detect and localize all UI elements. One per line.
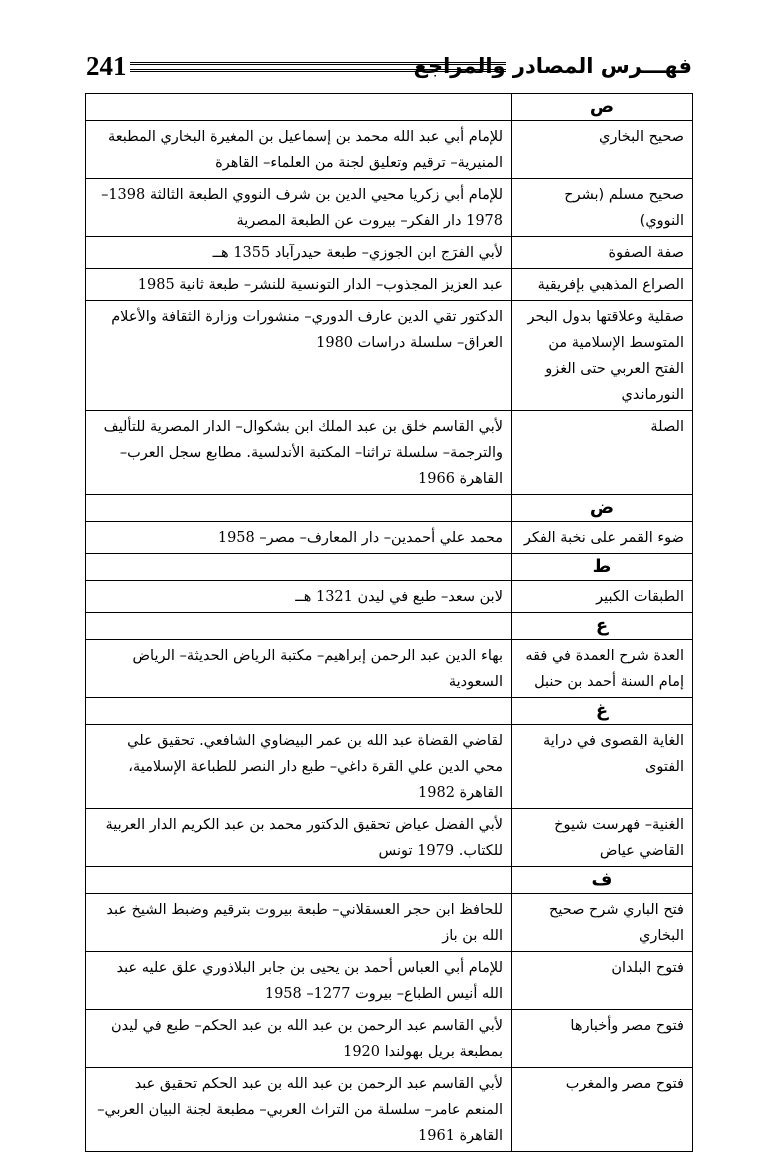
source-title: فتوح مصر والمغرب (512, 1068, 693, 1152)
table-row (86, 640, 693, 698)
source-description: محمد علي أحمدين– دار المعارف– مصر– 1958 (86, 522, 512, 554)
source-description: لأبي القاسم عبد الرحمن بن عبد الله بن عبد الحكم تحقيق عبد المنعم عامر– سلسلة من التراث العربي– مطبعة لجنة البيان العربي– القاهرة 1961 (86, 1068, 512, 1152)
section-letter: ض (512, 495, 693, 522)
table-row (86, 952, 693, 1010)
letter-section-row (86, 94, 693, 121)
letter-section-row (86, 698, 693, 725)
source-title: صقلية وعلاقتها بدول البحر المتوسط الإسلامية من الفتح العربي حتى الغزو النورماندي (512, 301, 693, 411)
letter-section-row (86, 867, 693, 894)
letter-section-row (86, 613, 693, 640)
letter-section-row (86, 495, 693, 522)
source-description: للحافظ ابن حجر العسقلاني– طبعة بيروت بترقيم وضبط الشيخ عبد الله بن باز (86, 894, 512, 952)
table-row (86, 411, 693, 495)
table-row (86, 121, 693, 179)
source-description: لأبي الفضل عياض تحقيق الدكتور محمد بن عبد الكريم الدار العربية للكتاب. 1979 تونس (86, 809, 512, 867)
section-letter: ط (512, 554, 693, 581)
source-description: لأبي الفرَج ابن الجوزي– طبعة حيدرآباد 1355 هــ (86, 237, 512, 269)
section-letter: ص (512, 94, 693, 121)
table-row (86, 725, 693, 809)
source-title: ضوء القمر على نخبة الفكر (512, 522, 693, 554)
table-row (86, 894, 693, 952)
section-empty-cell (86, 554, 512, 581)
table-row (86, 269, 693, 301)
source-description: للإمام أبي عبد الله محمد بن إسماعيل بن المغيرة البخاري المطبعة المنيرية– ترقيم وتعليق لجنة من العلماء– القاهرة (86, 121, 512, 179)
source-description: للإمام أبي زكريا محيي الدين بن شرف النووي الطبعة الثالثة 1398– 1978 دار الفكر– بيروت عن الطبعة المصرية (86, 179, 512, 237)
section-empty-cell (86, 613, 512, 640)
source-title: الصراع المذهبي بإفريقية (512, 269, 693, 301)
table-row (86, 1010, 693, 1068)
source-description: عبد العزيز المجذوب– الدار التونسية للنشر– طبعة ثانية 1985 (86, 269, 512, 301)
table-row (86, 1068, 693, 1152)
section-letter: ع (512, 613, 693, 640)
table-row (86, 581, 693, 613)
page-title: فهـــرس المصادر والمراجع (413, 54, 692, 78)
source-title: الصلة (512, 411, 693, 495)
source-description: بهاء الدين عبد الرحمن إبراهيم– مكتبة الرياض الحديثة– الرياض السعودية (86, 640, 512, 698)
source-title: فتوح البلدان (512, 952, 693, 1010)
source-description: الدكتور تقي الدين عارف الدوري– منشورات وزارة الثقافة والأعلام العراق– سلسلة دراسات 1980 (86, 301, 512, 411)
source-title: صحيح مسلم (بشرح النووي) (512, 179, 693, 237)
source-title: صفة الصفوة (512, 237, 693, 269)
source-description: لابن سعد– طبع في ليدن 1321 هــ (86, 581, 512, 613)
source-title: العدة شرح العمدة في فقه إمام السنة أحمد بن حنبل (512, 640, 693, 698)
source-description: للإمام أبي العباس أحمد بن يحيى بن جابر البلاذوري علق عليه عبد الله أنيس الطباع– بيروت 1277– 1958 (86, 952, 512, 1010)
section-empty-cell (86, 867, 512, 894)
source-title: الطبقات الكبير (512, 581, 693, 613)
source-title: فتوح مصر وأخبارها (512, 1010, 693, 1068)
table-row (86, 522, 693, 554)
section-empty-cell (86, 94, 512, 121)
source-title: صحيح البخاري (512, 121, 693, 179)
section-empty-cell (86, 698, 512, 725)
page-header (86, 48, 692, 88)
section-letter: ف (512, 867, 693, 894)
source-title: الغنية– فهرست شيوخ القاضي عياض (512, 809, 693, 867)
page-number: 241 (86, 51, 127, 81)
section-empty-cell (86, 495, 512, 522)
letter-section-row (86, 554, 693, 581)
bibliography-table (85, 93, 693, 1152)
table-row (86, 301, 693, 411)
source-description: لأبي القاسم خلق بن عبد الملك ابن بشكوال– الدار المصرية للتأليف والترجمة– سلسلة تراثنا– المكتبة الأندلسية. مطابع سجل العرب– القاهرة 1966 (86, 411, 512, 495)
source-title: الغاية القصوى في دراية الفتوى (512, 725, 693, 809)
table-row (86, 237, 693, 269)
source-description: لأبي القاسم عبد الرحمن بن عبد الله بن عبد الحكم– طبع في ليدن بمطبعة بريل بهولندا 1920 (86, 1010, 512, 1068)
table-row (86, 809, 693, 867)
source-title: فتح الباري شرح صحيح البخاري (512, 894, 693, 952)
source-description: لقاضي القضاة عبد الله بن عمر البيضاوي الشافعي. تحقيق علي محي الدين علي القرة داغي– طبع دار النصر للطباعة الإسلامية، القاهرة 1982 (86, 725, 512, 809)
section-letter: غ (512, 698, 693, 725)
table-row (86, 179, 693, 237)
